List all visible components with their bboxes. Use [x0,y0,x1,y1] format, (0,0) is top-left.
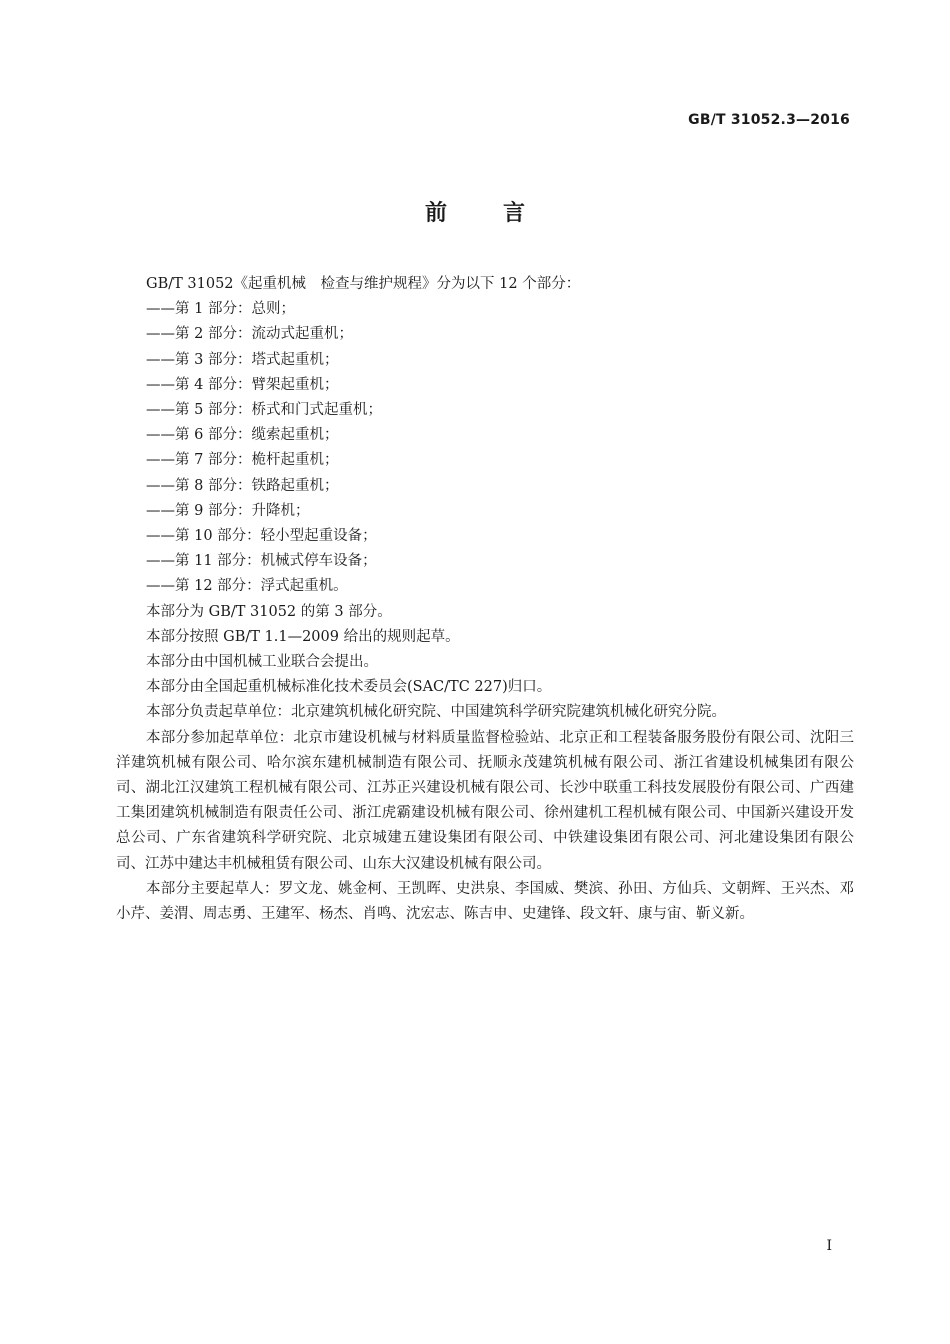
standard-number: GB/T 31052.3—2016 [688,112,850,128]
part-item: ——第 6 部分：缆索起重机； [146,427,339,444]
statement-line: 本部分按照 GB/T 1.1—2009 给出的规则起草。 [146,628,460,645]
part-item: ——第 1 部分：总则； [146,301,295,318]
part-item: ——第 2 部分：流动式起重机； [146,326,353,343]
statement-line: 本部分为 GB/T 31052 的第 3 部分。 [146,603,392,620]
part-item: ——第 7 部分：桅杆起重机； [146,452,339,469]
page-number: I [826,1238,832,1254]
participants-paragraph: 本部分参加起草单位：北京市建设机械与材料质量监督检验站、北京正和工程装备服务股份有限公司、沈阳三洋建筑机械有限公司、哈尔滨东建机械制造有限公司、抚顺永茂建筑机械有限公司、浙江省建设机械集团有限公司、湖北江汉建筑工程机械有限公司、江苏正兴建设机械有限公司、长沙中联重工科技发展股份有限公司、广西建工集团建筑机械制造有限责任公司、浙江虎霸建设机械有限公司、徐州建机工程机械有限公司、中国新兴建设开发总公司、广东省建筑科学研究院、北京城建五建设集团有限公司、中铁建设集团有限公司、河北建设集团有限公司、江苏中建达丰机械租赁有限公司、山东大汉建设机械有限公司。 [116,729,854,872]
intro-line: GB/T 31052《起重机械 检查与维护规程》分为以下 12 个部分： [146,276,581,292]
statement-line: 本部分由全国起重机械标准化技术委员会(SAC/TC 227)归口。 [146,679,552,696]
part-item: ——第 12 部分：浮式起重机。 [146,578,348,595]
foreword-body [116,272,854,927]
statement-line: 本部分由中国机械工业联合会提出。 [146,654,378,671]
page-title: 前言 [424,201,581,226]
part-item: ——第 3 部分：塔式起重机； [146,351,339,368]
part-item: ——第 11 部分：机械式停车设备； [146,553,377,570]
part-item: ——第 4 部分：臂架起重机； [146,376,339,393]
drafters-paragraph: 本部分主要起草人：罗文龙、姚金柯、王凯晖、史洪泉、李国威、樊滨、孙田、方仙兵、文朝辉、王兴杰、邓小芹、姜渭、周志勇、王建军、杨杰、肖鸣、沈宏志、陈吉申、史建锋、段文轩、康与宙、靳义新。 [116,880,854,923]
statement-line: 本部分负责起草单位：北京建筑机械化研究院、中国建筑科学研究院建筑机械化研究分院。 [146,704,726,721]
part-item: ——第 5 部分：桥式和门式起重机； [146,402,382,419]
part-item: ——第 10 部分：轻小型起重设备； [146,528,377,545]
part-item: ——第 8 部分：铁路起重机； [146,477,339,494]
part-item: ——第 9 部分：升降机； [146,502,310,519]
